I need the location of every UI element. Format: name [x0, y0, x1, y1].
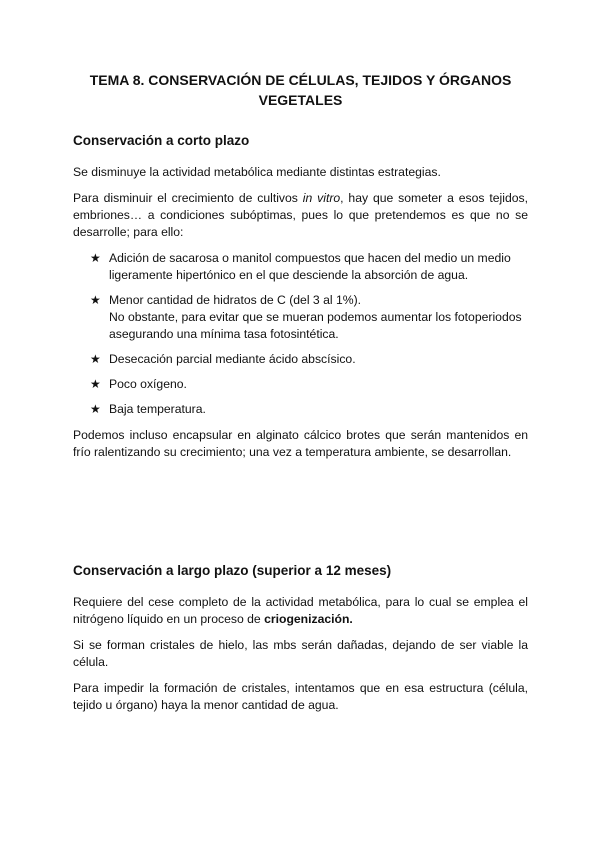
short-term-paragraph-text-2: , hay que someter a esos tejidos, embriones… a condiciones subóptimas, pues lo que pretendemos es que no se desarrolle; para ello:	[73, 191, 528, 239]
list-item-text: Baja temperatura.	[109, 402, 206, 416]
short-term-paragraph-text-1: Para disminuir el crecimiento de cultivos	[73, 191, 303, 205]
star-bullet-icon: ★	[90, 293, 101, 307]
star-bullet-icon: ★	[90, 402, 101, 416]
list-item	[73, 351, 528, 368]
short-term-paragraph-italic: in vitro	[302, 191, 341, 205]
list-item	[73, 292, 528, 343]
section-heading-long-term: Conservación a largo plazo (superior a 12 meses)	[73, 563, 392, 578]
long-term-paragraph-3: Para impedir la formación de cristales, intentamos que en esa estructura (célula, tejido u órgano) haya la menor cantidad de agua.	[73, 681, 528, 712]
long-term-paragraph-2: Si se forman cristales de hielo, las mbs serán dañadas, dejando de ser viable la célula.	[73, 638, 528, 669]
list-item-text: Poco oxígeno.	[109, 377, 187, 391]
short-term-paragraph	[73, 190, 528, 241]
document-page	[73, 70, 528, 723]
list-item	[73, 376, 528, 393]
star-bullet-icon: ★	[90, 377, 101, 391]
list-item-text-continued: No obstante, para evitar que se mueran podemos aumentar los fotoperiodos asegurando una mínima tasa fotosintética.	[109, 310, 522, 341]
list-item-text: Menor cantidad de hidratos de C (del 3 al 1%).	[109, 293, 362, 307]
strategy-list	[73, 250, 528, 418]
long-term-paragraph-1	[73, 594, 528, 628]
document-title: TEMA 8. CONSERVACIÓN DE CÉLULAS, TEJIDOS Y ÓRGANOS VEGETALES	[89, 72, 512, 108]
section-gap	[73, 470, 528, 562]
long-term-paragraph-1-text: Requiere del cese completo de la actividad metabólica, para lo cual se emplea el nitrógeno líquido en un proceso de	[73, 595, 528, 626]
list-item-text: Desecación parcial mediante ácido abscísico.	[109, 352, 356, 366]
long-term-paragraph-1-bold: criogenización.	[264, 612, 353, 626]
section-long-term	[73, 562, 528, 714]
section-short-term	[73, 132, 528, 461]
list-item	[73, 401, 528, 418]
short-term-intro: Se disminuye la actividad metabólica mediante distintas estrategias.	[73, 165, 441, 179]
star-bullet-icon: ★	[90, 251, 101, 265]
section-heading-short-term: Conservación a corto plazo	[73, 133, 250, 148]
list-item-text: Adición de sacarosa o manitol compuestos que hacen del medio un medio ligeramente hipertónico en el que desciende la absorción de agua.	[109, 251, 511, 282]
list-item	[73, 250, 528, 284]
star-bullet-icon: ★	[90, 352, 101, 366]
short-term-closing: Podemos incluso encapsular en alginato cálcico brotes que serán mantenidos en frío ralentizando su crecimiento; una vez a temperatura ambiente, se desarrollan.	[73, 428, 528, 459]
